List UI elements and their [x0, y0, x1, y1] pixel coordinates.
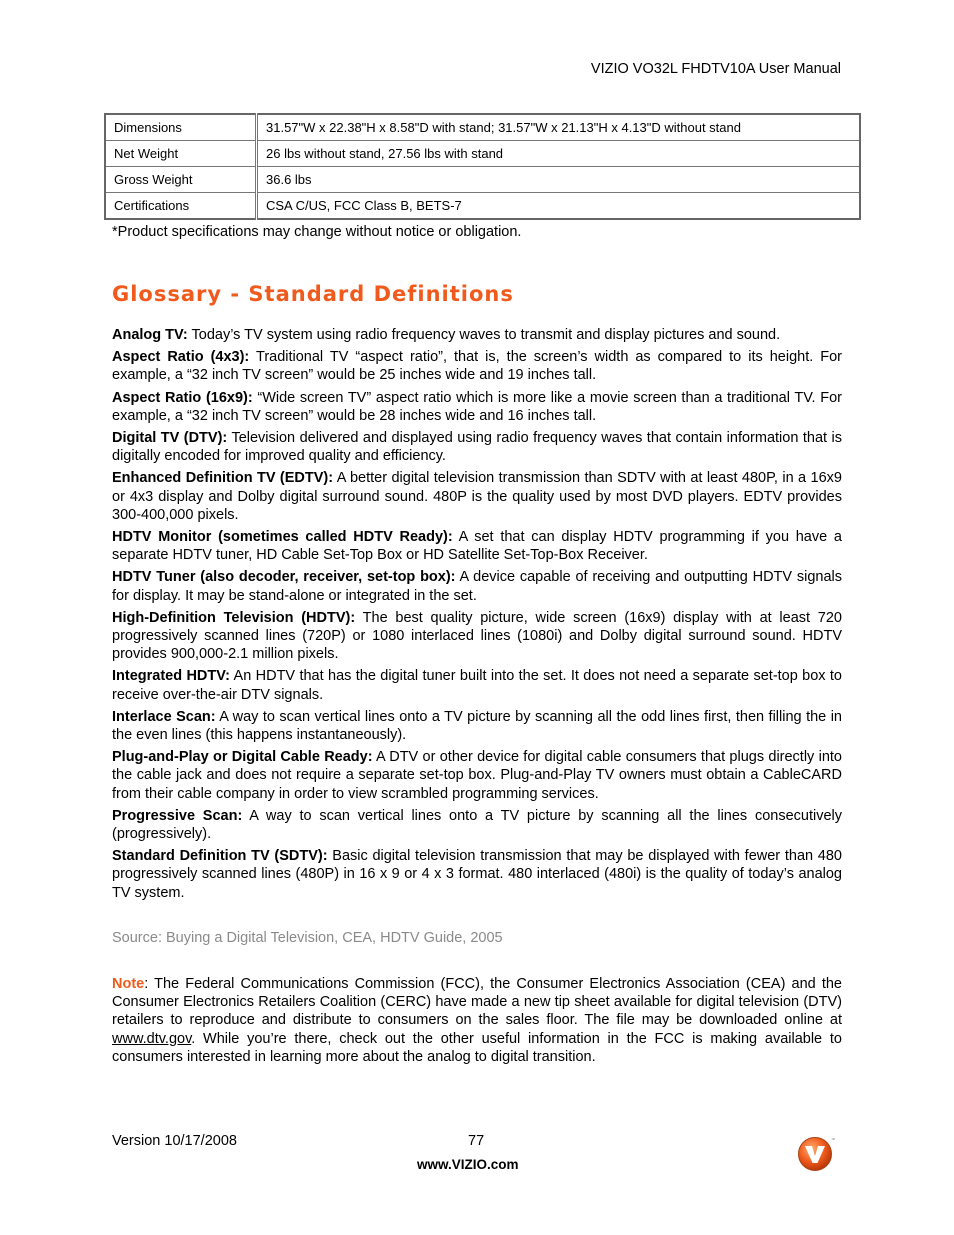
- footer-website: www.VIZIO.com: [417, 1157, 519, 1172]
- svg-text:™: ™: [831, 1137, 835, 1142]
- specs-disclaimer: *Product specifications may change without notice or obligation.: [112, 224, 522, 240]
- spec-label: Certifications: [105, 193, 257, 220]
- note-text: The Federal Communications Commission (FCC), the Consumer Electronics Association (CEA) and the Consumer Electronics Retailers Coalition (CERC) have made a new tip sheet available for digital television (DTV) retailers to reproduce and distribute to consumers on the sales floor. The file may be downloaded online at: [112, 976, 842, 1029]
- definition-text: Television delivered and displayed using radio frequency waves that contain information that is digitally encoded for improved quality and efficiency.: [112, 430, 842, 465]
- definition-item: [112, 847, 842, 902]
- definition-text: A way to scan vertical lines onto a TV picture by scanning all the odd lines first, then filling the in the even lines (this happens instantaneously).: [112, 708, 842, 744]
- definition-term: Standard Definition TV (SDTV):: [112, 848, 328, 865]
- spec-label: Net Weight: [105, 141, 257, 167]
- definition-item: [112, 348, 842, 384]
- definition-item: [112, 389, 842, 425]
- definition-term: HDTV Monitor (sometimes called HDTV Ready):: [112, 529, 453, 546]
- definition-term: Progressive Scan:: [112, 807, 243, 824]
- definition-term: Digital TV (DTV):: [112, 430, 228, 447]
- spec-value: 26 lbs without stand, 27.56 lbs with stand: [257, 141, 861, 167]
- dtv-gov-link[interactable]: www.dtv.gov: [112, 1030, 192, 1047]
- table-row: [105, 167, 860, 193]
- table-row: [105, 141, 860, 167]
- definition-item: [112, 807, 842, 843]
- glossary-definitions: [112, 326, 842, 906]
- definition-text: Traditional TV “aspect ratio”, that is, the screen’s width as compared to its height. For example, a “32 inch TV screen” would be 25 inches wide and 19 inches tall.: [112, 349, 842, 384]
- definition-text: The best quality picture, wide screen (16x9) display with at least 720 progressively scanned lines (720P) or 1080 interlaced lines (1080i) and Dolby digital surround sound. HDTV provides 900,000-2.1 million pixels.: [112, 609, 843, 663]
- definition-item: [112, 469, 842, 524]
- note-text-after: . While you’re there, check out the other useful information in the FCC is making available to consumers interested in learning more about the analog to digital transition.: [112, 1030, 842, 1065]
- definition-item: [112, 609, 842, 664]
- definition-item: [112, 568, 842, 604]
- definition-item: [112, 326, 842, 344]
- definition-text: A device capable of receiving and outputting HDTV signals for display. It may be stand-alone or integrated in the set.: [112, 569, 842, 604]
- note-colon: :: [144, 976, 149, 992]
- definition-text: A DTV or other device for digital cable consumers that plugs directly into the cable jack and does not require a separate set-top box. Plug-and-Play TV owners must obtain a CableCARD from their cable company in order to view scrambled programming services.: [112, 749, 842, 802]
- vizio-v-logo-icon: [797, 1136, 833, 1172]
- definition-text: “Wide screen TV” aspect ratio which is more like a movie screen than a traditional TV. For example, a “32 inch TV screen” would be 28 inches wide and 16 inches tall.: [112, 389, 842, 424]
- definition-term: Aspect Ratio (4x3):: [112, 349, 250, 366]
- glossary-source: Source: Buying a Digital Television, CEA, HDTV Guide, 2005: [112, 930, 503, 946]
- table-row: [105, 193, 860, 220]
- spec-value: 31.57"W x 22.38"H x 8.58"D with stand; 31.57"W x 21.13"H x 4.13"D without stand: [257, 114, 861, 141]
- definition-text: Today’s TV system using radio frequency waves to transmit and display pictures and sound.: [187, 327, 781, 343]
- definition-term: Plug-and-Play or Digital Cable Ready:: [112, 749, 373, 766]
- definition-term: Interlace Scan:: [112, 708, 216, 725]
- definition-item: [112, 748, 842, 803]
- definition-item: [112, 429, 842, 465]
- definition-text: An HDTV that has the digital tuner built into the set. It does not need a separate set-top box to receive over-the-air DTV signals.: [112, 668, 842, 703]
- note-label: Note: [112, 976, 145, 992]
- definition-term: HDTV Tuner (also decoder, receiver, set-top box):: [112, 569, 456, 586]
- definition-item: [112, 528, 842, 564]
- page-number: 77: [468, 1133, 485, 1149]
- definition-term: Analog TV:: [112, 327, 188, 343]
- table-row: [105, 114, 860, 141]
- definition-item: [112, 667, 842, 703]
- definition-text: A way to scan vertical lines onto a TV picture by scanning all the lines consecutively (progressively).: [112, 807, 842, 843]
- spec-value: CSA C/US, FCC Class B, BETS-7: [257, 193, 861, 220]
- spec-label: Gross Weight: [105, 167, 257, 193]
- spec-label: Dimensions: [105, 114, 257, 141]
- definition-term: Aspect Ratio (16x9):: [112, 389, 253, 406]
- definition-text: A better digital television transmission than SDTV with at least 480P, in a 16x9 or 4x3 display and Dolby digital surround sound. 480P is the quality used by most DVD players. EDTV provides 300-400,000 pixels.: [112, 470, 842, 523]
- footer-version: Version 10/17/2008: [112, 1133, 237, 1149]
- spec-value: 36.6 lbs: [257, 167, 861, 193]
- definition-item: [112, 708, 842, 744]
- definition-term: Enhanced Definition TV (EDTV):: [112, 470, 334, 487]
- glossary-heading: Glossary - Standard Definitions: [112, 282, 514, 306]
- definition-text: A set that can display HDTV programming if you have a separate HDTV tuner, HD Cable Set-Top Box or HD Satellite Set-Top-Box Receiver.: [112, 529, 842, 564]
- fcc-note: [112, 975, 842, 1066]
- definition-text: Basic digital television transmission that may be displayed with fewer than 480 progressively scanned lines (480P) in 16 x 9 or 4 x 3 format. 480 interlaced (480i) is the quality of today’s analog TV system.: [112, 848, 842, 901]
- manual-title: VIZIO VO32L FHDTV10A User Manual: [590, 61, 841, 77]
- definition-term: High-Definition Television (HDTV):: [112, 609, 356, 626]
- definition-term: Integrated HDTV:: [112, 668, 230, 685]
- specs-table: [104, 113, 861, 220]
